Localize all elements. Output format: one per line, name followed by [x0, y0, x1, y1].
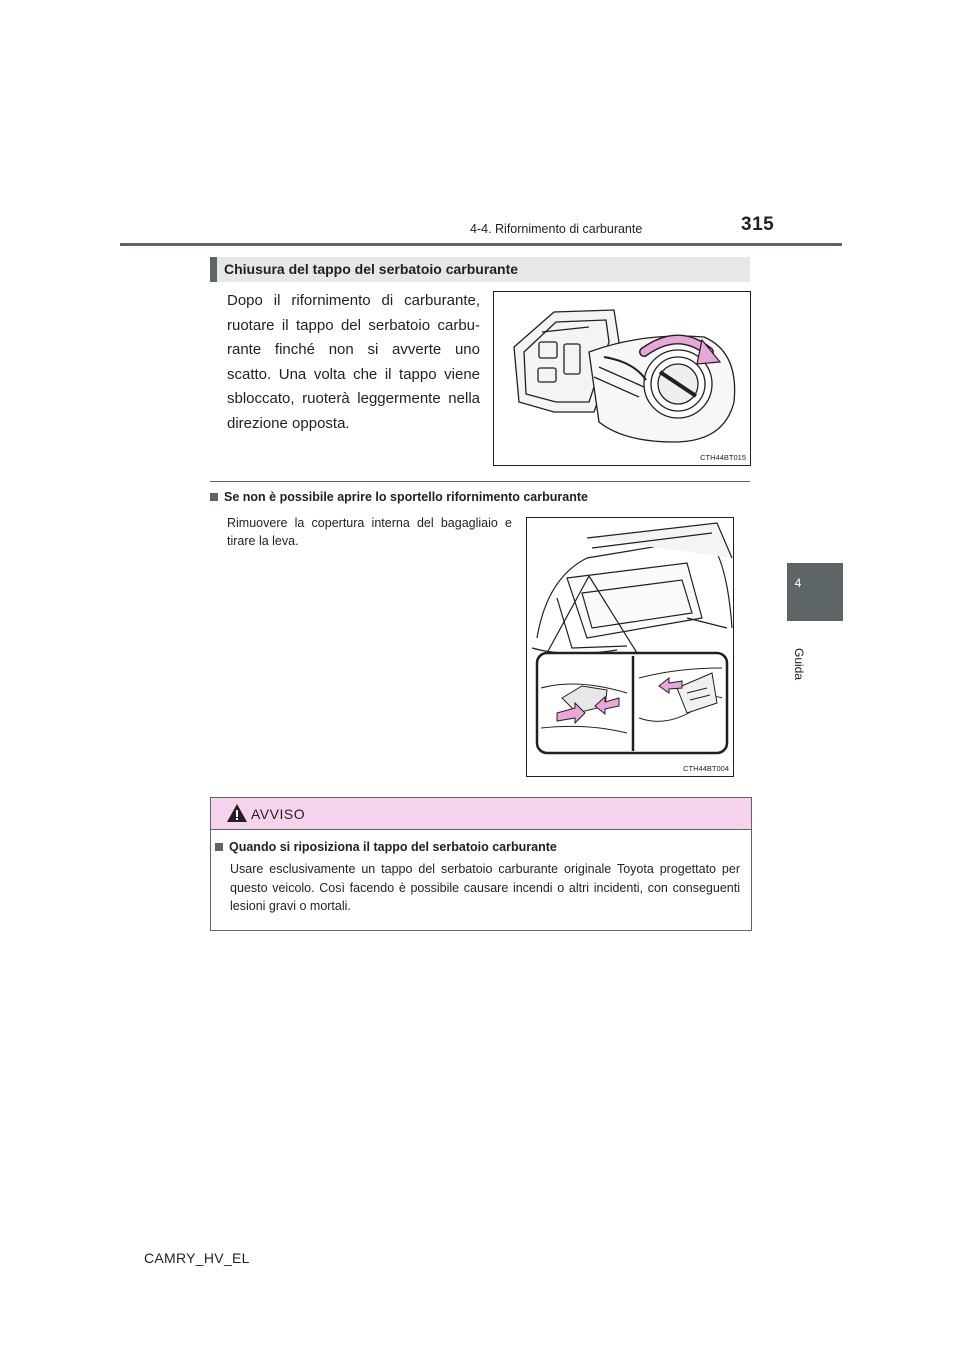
section-heading-marker: [210, 257, 217, 282]
bullet-square-icon: [210, 493, 218, 501]
running-header-section: 4-4. Rifornimento di carburante: [470, 222, 643, 236]
chapter-tab: [787, 563, 843, 621]
trunk-lever-illustration: [527, 518, 733, 776]
figure-code: CTH44BT004: [683, 764, 729, 773]
subsection-paragraph: Rimuovere la copertura interna del bagagliaio e tirare la leva.: [227, 516, 512, 548]
header-rule: [120, 243, 842, 246]
chapter-number: 4: [794, 576, 802, 590]
warning-subheading: [215, 840, 557, 854]
warning-triangle-icon: [226, 803, 248, 828]
chapter-label: Guida: [792, 648, 806, 681]
section-heading: Chiusura del tappo del serbatoio carburante: [224, 261, 519, 277]
page-number: 315: [741, 214, 775, 235]
subsection-heading: [210, 490, 588, 504]
warning-text: Usare esclusivamente un tappo del serbatoio carburante originale Toyota progettato per questo veicolo. Così facendo è possibile causare incendi o altri incidenti, con conseguenti lesioni gravi o mortali.: [230, 862, 740, 913]
trunk-lever-figure: [526, 517, 734, 777]
subsection-heading-text: Se non è possibile aprire lo sportello rifornimento carburante: [224, 490, 588, 504]
section-paragraph: Dopo il rifornimento di carburante, ruotare il tappo del serbatoio carbu-rante finché non si avverte uno scatto. Una volta che il tappo viene sbloccato, ruoterà leggermente nella direzione opposta.: [227, 292, 480, 432]
fuel-cap-figure: [493, 291, 751, 466]
fuel-cap-illustration: [494, 292, 750, 465]
warning-subheading-text: Quando si riposiziona il tappo del serbatoio carburante: [229, 840, 557, 854]
bullet-square-icon: [215, 843, 223, 851]
footer-model-code: CAMRY_HV_EL: [144, 1250, 250, 1266]
figure-code: CTH44BT015: [700, 453, 746, 462]
separator-rule: [210, 481, 750, 482]
warning-label: AVVISO: [251, 806, 306, 822]
